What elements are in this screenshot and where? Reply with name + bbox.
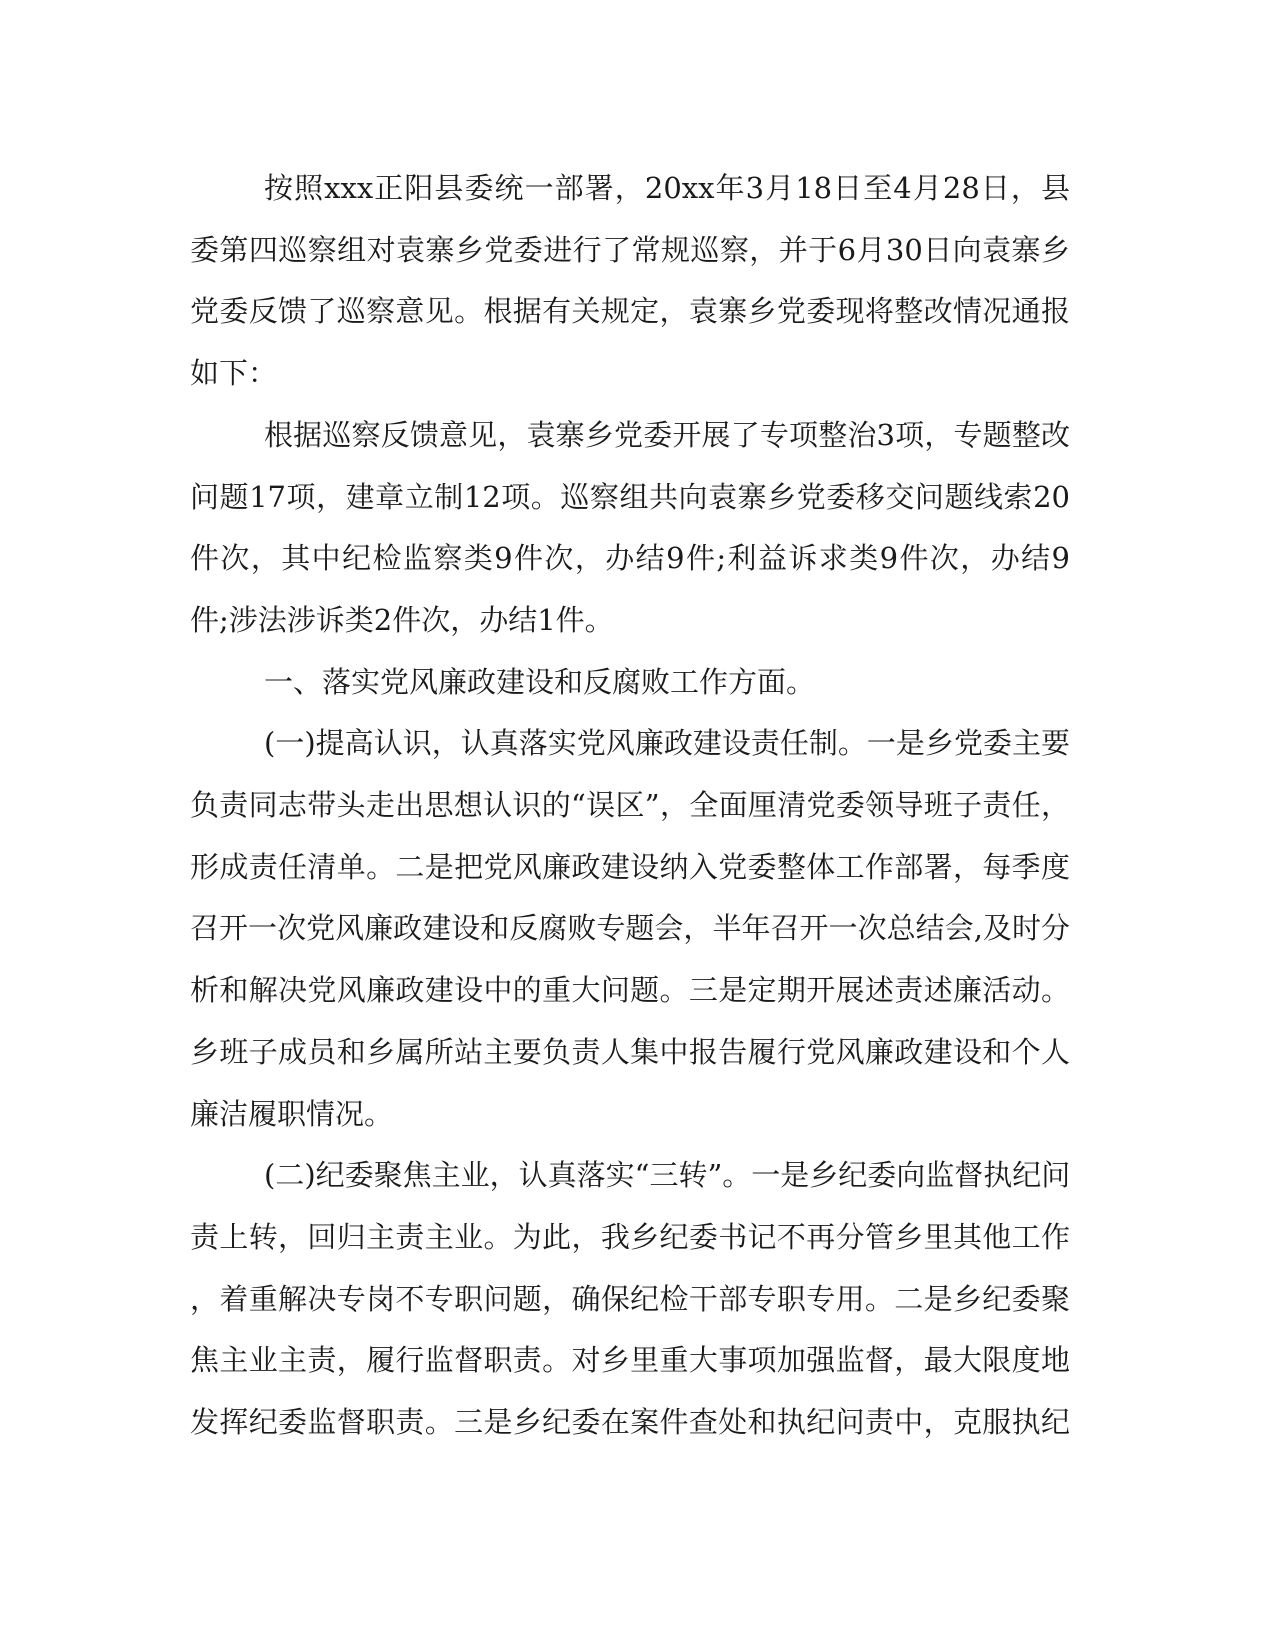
text-line: 发挥纪委监督职责。三是乡纪委在案件查处和执纪问责中，克服执纪 (190, 1405, 1070, 1440)
text-line: (一)提高认识，认真落实党风廉政建设责任制。一是乡党委主要 (264, 726, 1070, 761)
text-line: 形成责任清单。二是把党风廉政建设纳入党委整体工作部署，每季度 (190, 849, 1070, 884)
text-line: 乡班子成员和乡属所站主要负责人集中报告履行党风廉政建设和个人 (190, 1034, 1070, 1069)
text-line: ，着重解决专岗不专职问题，确保纪检干部专职专用。二是乡纪委聚 (190, 1281, 1070, 1316)
text-line: 问题17项，建章立制12项。巡察组共向袁寨乡党委移交问题线索20 (190, 479, 1070, 514)
text-line: (二)纪委聚焦主业，认真落实“三转”。一是乡纪委向监督执纪问 (264, 1158, 1071, 1193)
text-line: 党委反馈了巡察意见。根据有关规定，袁寨乡党委现将整改情况通报 (190, 294, 1070, 329)
text-line: 责上转，回归主责主业。为此，我乡纪委书记不再分管乡里其他工作 (190, 1219, 1070, 1254)
paragraph-item-1 (190, 713, 1070, 1145)
text-line: 如下： (190, 356, 278, 391)
paragraph-intro (190, 158, 1070, 405)
text-line: 委第四巡察组对袁寨乡党委进行了常规巡察，并于6月30日向袁寨乡 (190, 232, 1070, 267)
section-heading (190, 652, 1070, 714)
text-line: 召开一次党风廉政建设和反腐败专题会，半年召开一次总结会,及时分 (190, 911, 1070, 946)
text-line: 廉洁履职情况。 (190, 1096, 394, 1131)
text-line: 负责同志带头走出思想认识的“误区”，全面厘清党委领导班子责任， (190, 788, 1070, 823)
document-body (190, 158, 1070, 1454)
paragraph-item-2 (190, 1145, 1070, 1454)
paragraph-summary (190, 405, 1070, 652)
text-line: 件次，其中纪检监察类9件次，办结9件;利益诉求类9件次，办结9 (190, 541, 1070, 576)
text-line: 析和解决党风廉政建设中的重大问题。三是定期开展述责述廉活动。 (190, 973, 1070, 1008)
text-line: 按照xxx正阳县委统一部署，20xx年3月18日至4月28日，县 (264, 171, 1070, 205)
text-line: 焦主业主责，履行监督职责。对乡里重大事项加强监督，最大限度地 (190, 1343, 1070, 1378)
text-line: 根据巡察反馈意见，袁寨乡党委开展了专项整治3项，专题整改 (264, 417, 1070, 452)
text-line: 件;涉法涉诉类2件次，办结1件。 (190, 602, 614, 637)
heading-line: 一、落实党风廉政建设和反腐败工作方面。 (264, 664, 816, 699)
